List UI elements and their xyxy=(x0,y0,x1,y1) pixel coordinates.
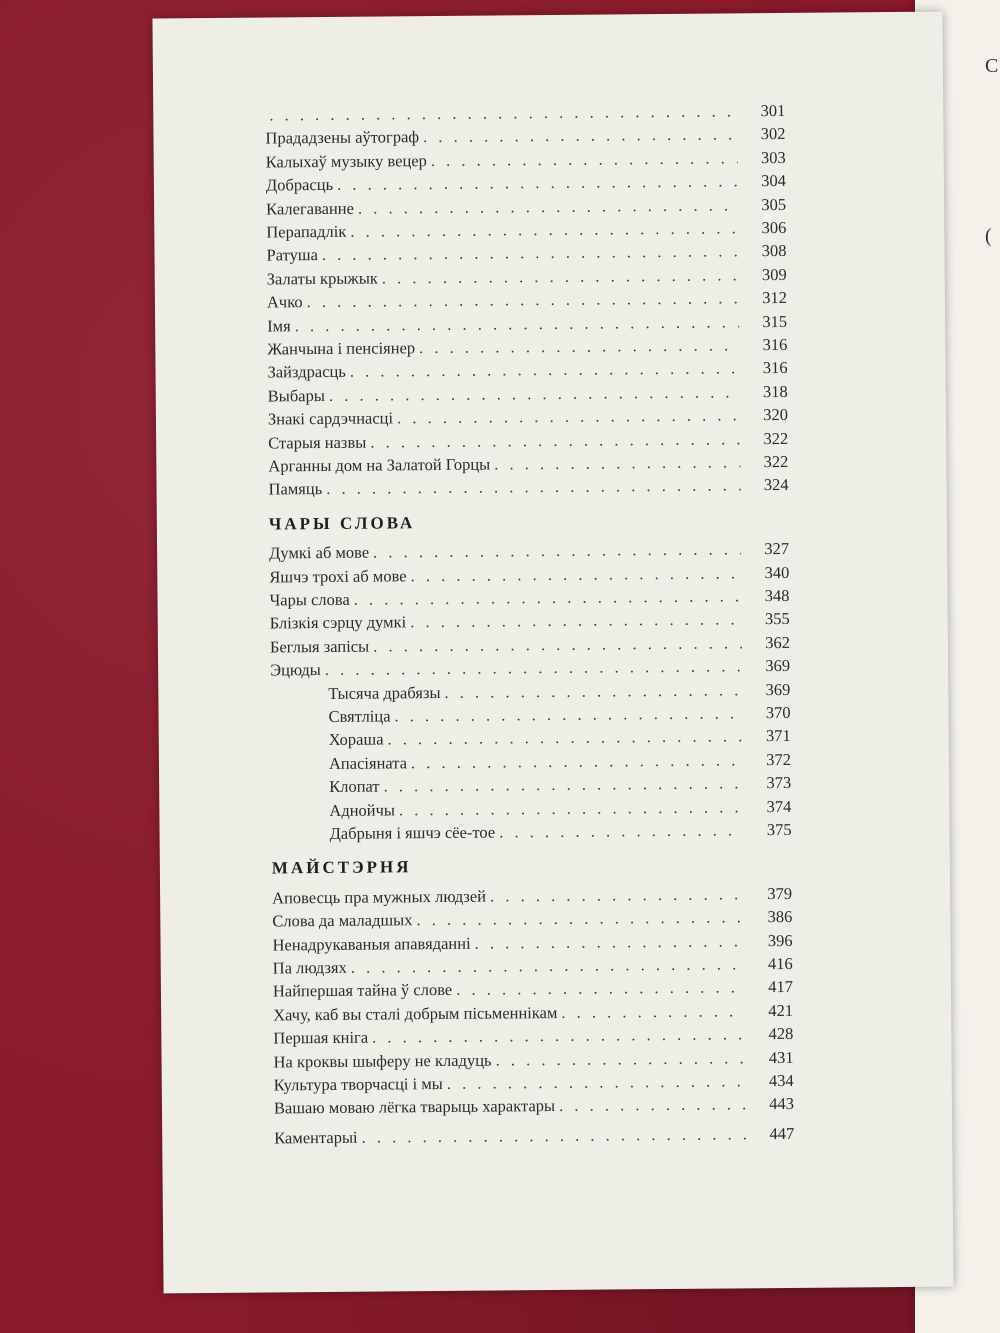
dot-leader xyxy=(456,978,745,1001)
toc-entry-title: Хораша xyxy=(328,729,384,750)
dot-leader xyxy=(475,931,745,953)
dot-leader xyxy=(325,657,742,681)
back-page-mark: С xyxy=(985,55,999,77)
toc-entry-title: Прададзены аўтограф xyxy=(265,127,420,148)
dot-leader xyxy=(337,172,738,195)
toc-entry-page: 318 xyxy=(762,381,788,401)
dot-leader xyxy=(419,335,739,358)
toc-entry-title: Блізкія сэрцу думкі xyxy=(269,612,407,633)
dot-leader xyxy=(490,884,744,906)
toc-entry-title: Эцюды xyxy=(270,660,321,680)
toc-entry-title: Клопат xyxy=(329,776,380,797)
toc-entry-title: Хачу, каб вы сталі добрым пісьменнікам xyxy=(273,1002,558,1025)
dot-leader xyxy=(384,774,744,797)
toc-entry-title: На кроквы шыферу не кладуць xyxy=(273,1050,492,1072)
dot-leader xyxy=(326,476,741,500)
toc-entry-title: Жанчына і пенсіянер xyxy=(267,338,416,359)
dot-leader xyxy=(444,680,742,703)
toc-entry-title: Добрасць xyxy=(265,175,334,195)
toc-entry-title: Святліца xyxy=(328,706,391,726)
toc-entry xyxy=(328,703,790,730)
toc-entry xyxy=(274,1124,794,1152)
dot-leader xyxy=(269,101,737,125)
dot-leader xyxy=(499,820,744,842)
dot-leader xyxy=(397,406,740,429)
toc-entry xyxy=(329,773,791,800)
toc-entry-page: 324 xyxy=(763,475,789,495)
toc-entry-title: Залаты крыжык xyxy=(266,268,378,289)
toc-entry-page: 373 xyxy=(766,773,792,793)
toc-entry-title: Каментарыі xyxy=(274,1127,358,1148)
toc-entry xyxy=(274,1094,794,1122)
toc-entry-page: 304 xyxy=(761,171,786,191)
dot-leader xyxy=(358,195,738,218)
dot-leader xyxy=(410,563,741,586)
toc-entry-page: 416 xyxy=(767,953,793,974)
dot-leader xyxy=(307,289,740,313)
toc-entry-title: Аднойчы xyxy=(329,799,396,820)
toc-entry-title: Па людзях xyxy=(272,957,347,978)
back-page-mark: ( xyxy=(985,225,992,247)
dot-leader xyxy=(295,312,740,336)
toc-entry-page: 308 xyxy=(761,241,787,261)
toc-entry-page: 375 xyxy=(766,819,792,840)
toc-entry-title: Апасіяната xyxy=(328,753,408,773)
toc-entry-page: 431 xyxy=(768,1047,794,1067)
toc-entry-title: Выбары xyxy=(267,385,325,406)
toc-entry-page: 322 xyxy=(763,428,789,448)
dot-leader xyxy=(354,586,742,609)
toc-entry-page: 301 xyxy=(760,100,786,121)
toc-entry xyxy=(329,797,791,824)
toc-entry-page: 386 xyxy=(767,907,793,927)
toc-entry-page: 320 xyxy=(763,405,789,425)
toc-entry-page: 305 xyxy=(761,194,787,214)
toc-entry-title: Ненадрукаваныя апавяданні xyxy=(272,933,471,955)
toc-entry-page: 434 xyxy=(768,1070,794,1091)
toc-entry-page: 327 xyxy=(764,539,790,559)
toc-entry-page: 340 xyxy=(764,562,790,582)
dot-leader xyxy=(410,610,742,633)
book-page xyxy=(152,12,953,1294)
toc-entry xyxy=(268,475,788,503)
dot-leader xyxy=(373,540,741,563)
toc-entry-title: Першая кніга xyxy=(273,1027,369,1048)
toc-entry-title: Арганны дом на Залатой Горцы xyxy=(268,454,491,476)
toc-entry-page: 371 xyxy=(765,726,791,746)
toc-entry-page: 312 xyxy=(762,288,787,308)
toc-entry-page: 322 xyxy=(763,451,789,472)
toc-entry-title: Імя xyxy=(267,315,291,336)
toc-entry-page: 396 xyxy=(767,930,793,950)
dot-leader xyxy=(362,1124,747,1147)
dot-leader xyxy=(350,218,738,241)
toc-entry-title: Ачко xyxy=(266,292,303,312)
toc-entry-title: Яшчэ трохі аб мове xyxy=(269,565,407,587)
toc-entry-page: 348 xyxy=(764,585,790,606)
toc-entry-page: 316 xyxy=(762,358,788,378)
toc-entry-title: Памяць xyxy=(268,479,323,499)
toc-entry-title: Вашаю моваю лёгка тварыць характары xyxy=(273,1096,556,1118)
dot-leader xyxy=(495,1048,745,1070)
dot-leader xyxy=(372,1025,745,1048)
toc-entry-title: Дабрыня і яшчэ сёе-тое xyxy=(329,822,496,843)
toc-entry-page: 309 xyxy=(761,264,787,284)
toc-entry-title: Знакі сардэчнасці xyxy=(267,408,394,429)
toc-entry-title: Ратуша xyxy=(266,245,318,265)
toc-entry-page: 443 xyxy=(769,1094,795,1114)
toc-entry-page: 370 xyxy=(765,702,791,723)
toc-entry-page: 417 xyxy=(768,977,794,997)
toc-entry-page: 362 xyxy=(765,632,791,652)
dot-leader xyxy=(394,703,742,726)
toc-entry-page: 303 xyxy=(760,147,786,167)
toc-entry-title: Беглыя запісы xyxy=(269,636,370,657)
toc-entry-page: 379 xyxy=(767,883,793,903)
toc-entry-page: 447 xyxy=(769,1123,795,1143)
toc-entry-title: Думкі аб мове xyxy=(269,542,370,563)
toc-entry-title: Перападлік xyxy=(266,221,347,242)
dot-leader xyxy=(423,125,738,148)
dot-leader xyxy=(382,265,739,288)
toc-entry-page: 374 xyxy=(766,796,792,816)
toc-entry-title: Тысяча драбязы xyxy=(328,682,441,703)
dot-leader xyxy=(399,797,744,820)
dot-leader xyxy=(329,382,740,406)
toc-entry-title: Калегаванне xyxy=(266,198,354,219)
toc-entry-page: 302 xyxy=(760,124,786,144)
toc-entry-title: Старыя назвы xyxy=(268,432,367,453)
toc-entry-page: 316 xyxy=(762,334,788,355)
dot-leader xyxy=(411,750,743,773)
toc-entry-page: 369 xyxy=(765,656,791,676)
dot-leader xyxy=(373,633,742,656)
dot-leader xyxy=(447,1071,746,1094)
toc-entry-title: Чары слова xyxy=(269,589,350,610)
dot-leader xyxy=(350,359,740,382)
toc-entry-page: 421 xyxy=(768,1000,794,1020)
section-heading: ЧАРЫ СЛОВА xyxy=(268,512,416,534)
dot-leader xyxy=(370,429,740,452)
toc-entry xyxy=(328,680,790,707)
dot-leader xyxy=(431,148,738,171)
section-heading: МАЙСТЭРНЯ xyxy=(271,857,412,878)
dot-leader xyxy=(494,452,740,474)
toc-entry-page: 355 xyxy=(764,609,790,629)
dot-leader xyxy=(322,242,739,266)
toc-entry-title: Культура творчасці і мы xyxy=(273,1073,443,1095)
toc-entry-page: 372 xyxy=(766,749,792,769)
toc-entry-title: Зайздрасць xyxy=(267,362,346,382)
dot-leader xyxy=(387,727,742,750)
toc-entry xyxy=(329,750,791,777)
toc-entry-page: 369 xyxy=(765,679,791,699)
toc-entry-title: Калыхаў музыку вецер xyxy=(265,150,427,172)
toc-entry-title: Найпершая тайна ў слове xyxy=(272,980,453,1001)
toc-entry-page: 315 xyxy=(762,311,788,331)
toc-entry-page: 306 xyxy=(761,217,787,238)
toc-entry-title: Слова да маладшых xyxy=(272,910,413,931)
toc-entry-page: 428 xyxy=(768,1024,794,1044)
toc-entry xyxy=(329,820,791,847)
dot-leader xyxy=(351,954,745,977)
dot-leader xyxy=(416,908,744,931)
toc-entry-title: Аповесць пра мужных людзей xyxy=(272,886,487,908)
dot-leader xyxy=(561,1001,745,1023)
table-of-contents xyxy=(265,100,795,1148)
dot-leader xyxy=(559,1095,746,1117)
toc-entry xyxy=(329,726,791,753)
